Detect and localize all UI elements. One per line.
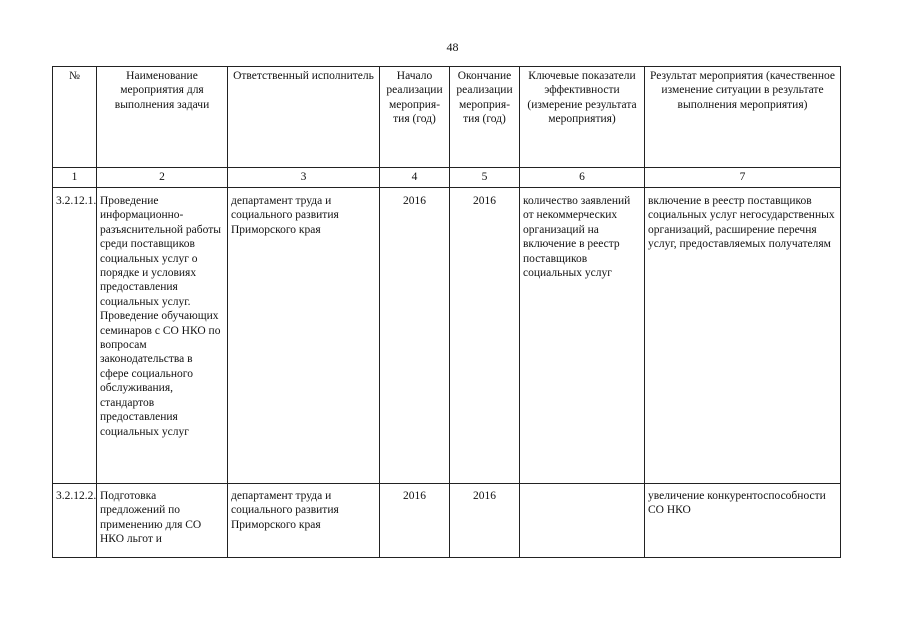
column-number: 5 bbox=[450, 168, 520, 188]
executor: департамент труда и социального развития Приморского края bbox=[228, 188, 380, 484]
header-end-year: Окончание реализации мероприя-тия (год) bbox=[450, 67, 520, 168]
column-number: 3 bbox=[228, 168, 380, 188]
measure-name: Подготовка предложений по применению для СО НКО льгот и bbox=[97, 484, 228, 558]
indicators: количество заявлений от некоммерческих организаций на включение в реестр поставщиков социальных услуг bbox=[520, 188, 645, 484]
header-row bbox=[53, 67, 841, 168]
column-number-row bbox=[53, 168, 841, 188]
measures-table bbox=[52, 66, 841, 558]
start-year: 2016 bbox=[380, 188, 450, 484]
header-result: Результат мероприятия (качественное изменение ситуации в результате выполнения мероприятия) bbox=[645, 67, 841, 168]
table-row bbox=[53, 188, 841, 484]
executor: департамент труда и социального развития Приморского края bbox=[228, 484, 380, 558]
header-start-year: Начало реализации мероприя-тия (год) bbox=[380, 67, 450, 168]
row-number: 3.2.12.1. bbox=[53, 188, 97, 484]
result: увеличение конкурентоспособности СО НКО bbox=[645, 484, 841, 558]
header-number: № bbox=[53, 67, 97, 168]
column-number: 2 bbox=[97, 168, 228, 188]
row-number: 3.2.12.2. bbox=[53, 484, 97, 558]
column-number: 1 bbox=[53, 168, 97, 188]
header-measure-name: Наименование мероприятия для выполнения задачи bbox=[97, 67, 228, 168]
column-number: 6 bbox=[520, 168, 645, 188]
page-number: 48 bbox=[446, 40, 459, 54]
column-number: 7 bbox=[645, 168, 841, 188]
measure-name: Проведение информационно-разъяснительной работы среди поставщиков социальных услуг о порядке и условиях предоставления социальных услуг. Проведение обучающих семинаров с СО НКО по вопросам законодательства в сфере социального обслуживания, стандартов предоставления социальных услуг bbox=[97, 188, 228, 484]
header-executor: Ответственный исполнитель bbox=[228, 67, 380, 168]
header-indicators: Ключевые показатели эффективности (измерение результата мероприятия) bbox=[520, 67, 645, 168]
indicators bbox=[520, 484, 645, 558]
column-number: 4 bbox=[380, 168, 450, 188]
result: включение в реестр поставщиков социальных услуг негосударственных организаций, расширение перечня услуг, предоставляемых получателям bbox=[645, 188, 841, 484]
end-year: 2016 bbox=[450, 188, 520, 484]
start-year: 2016 bbox=[380, 484, 450, 558]
table-row bbox=[53, 484, 841, 558]
end-year: 2016 bbox=[450, 484, 520, 558]
